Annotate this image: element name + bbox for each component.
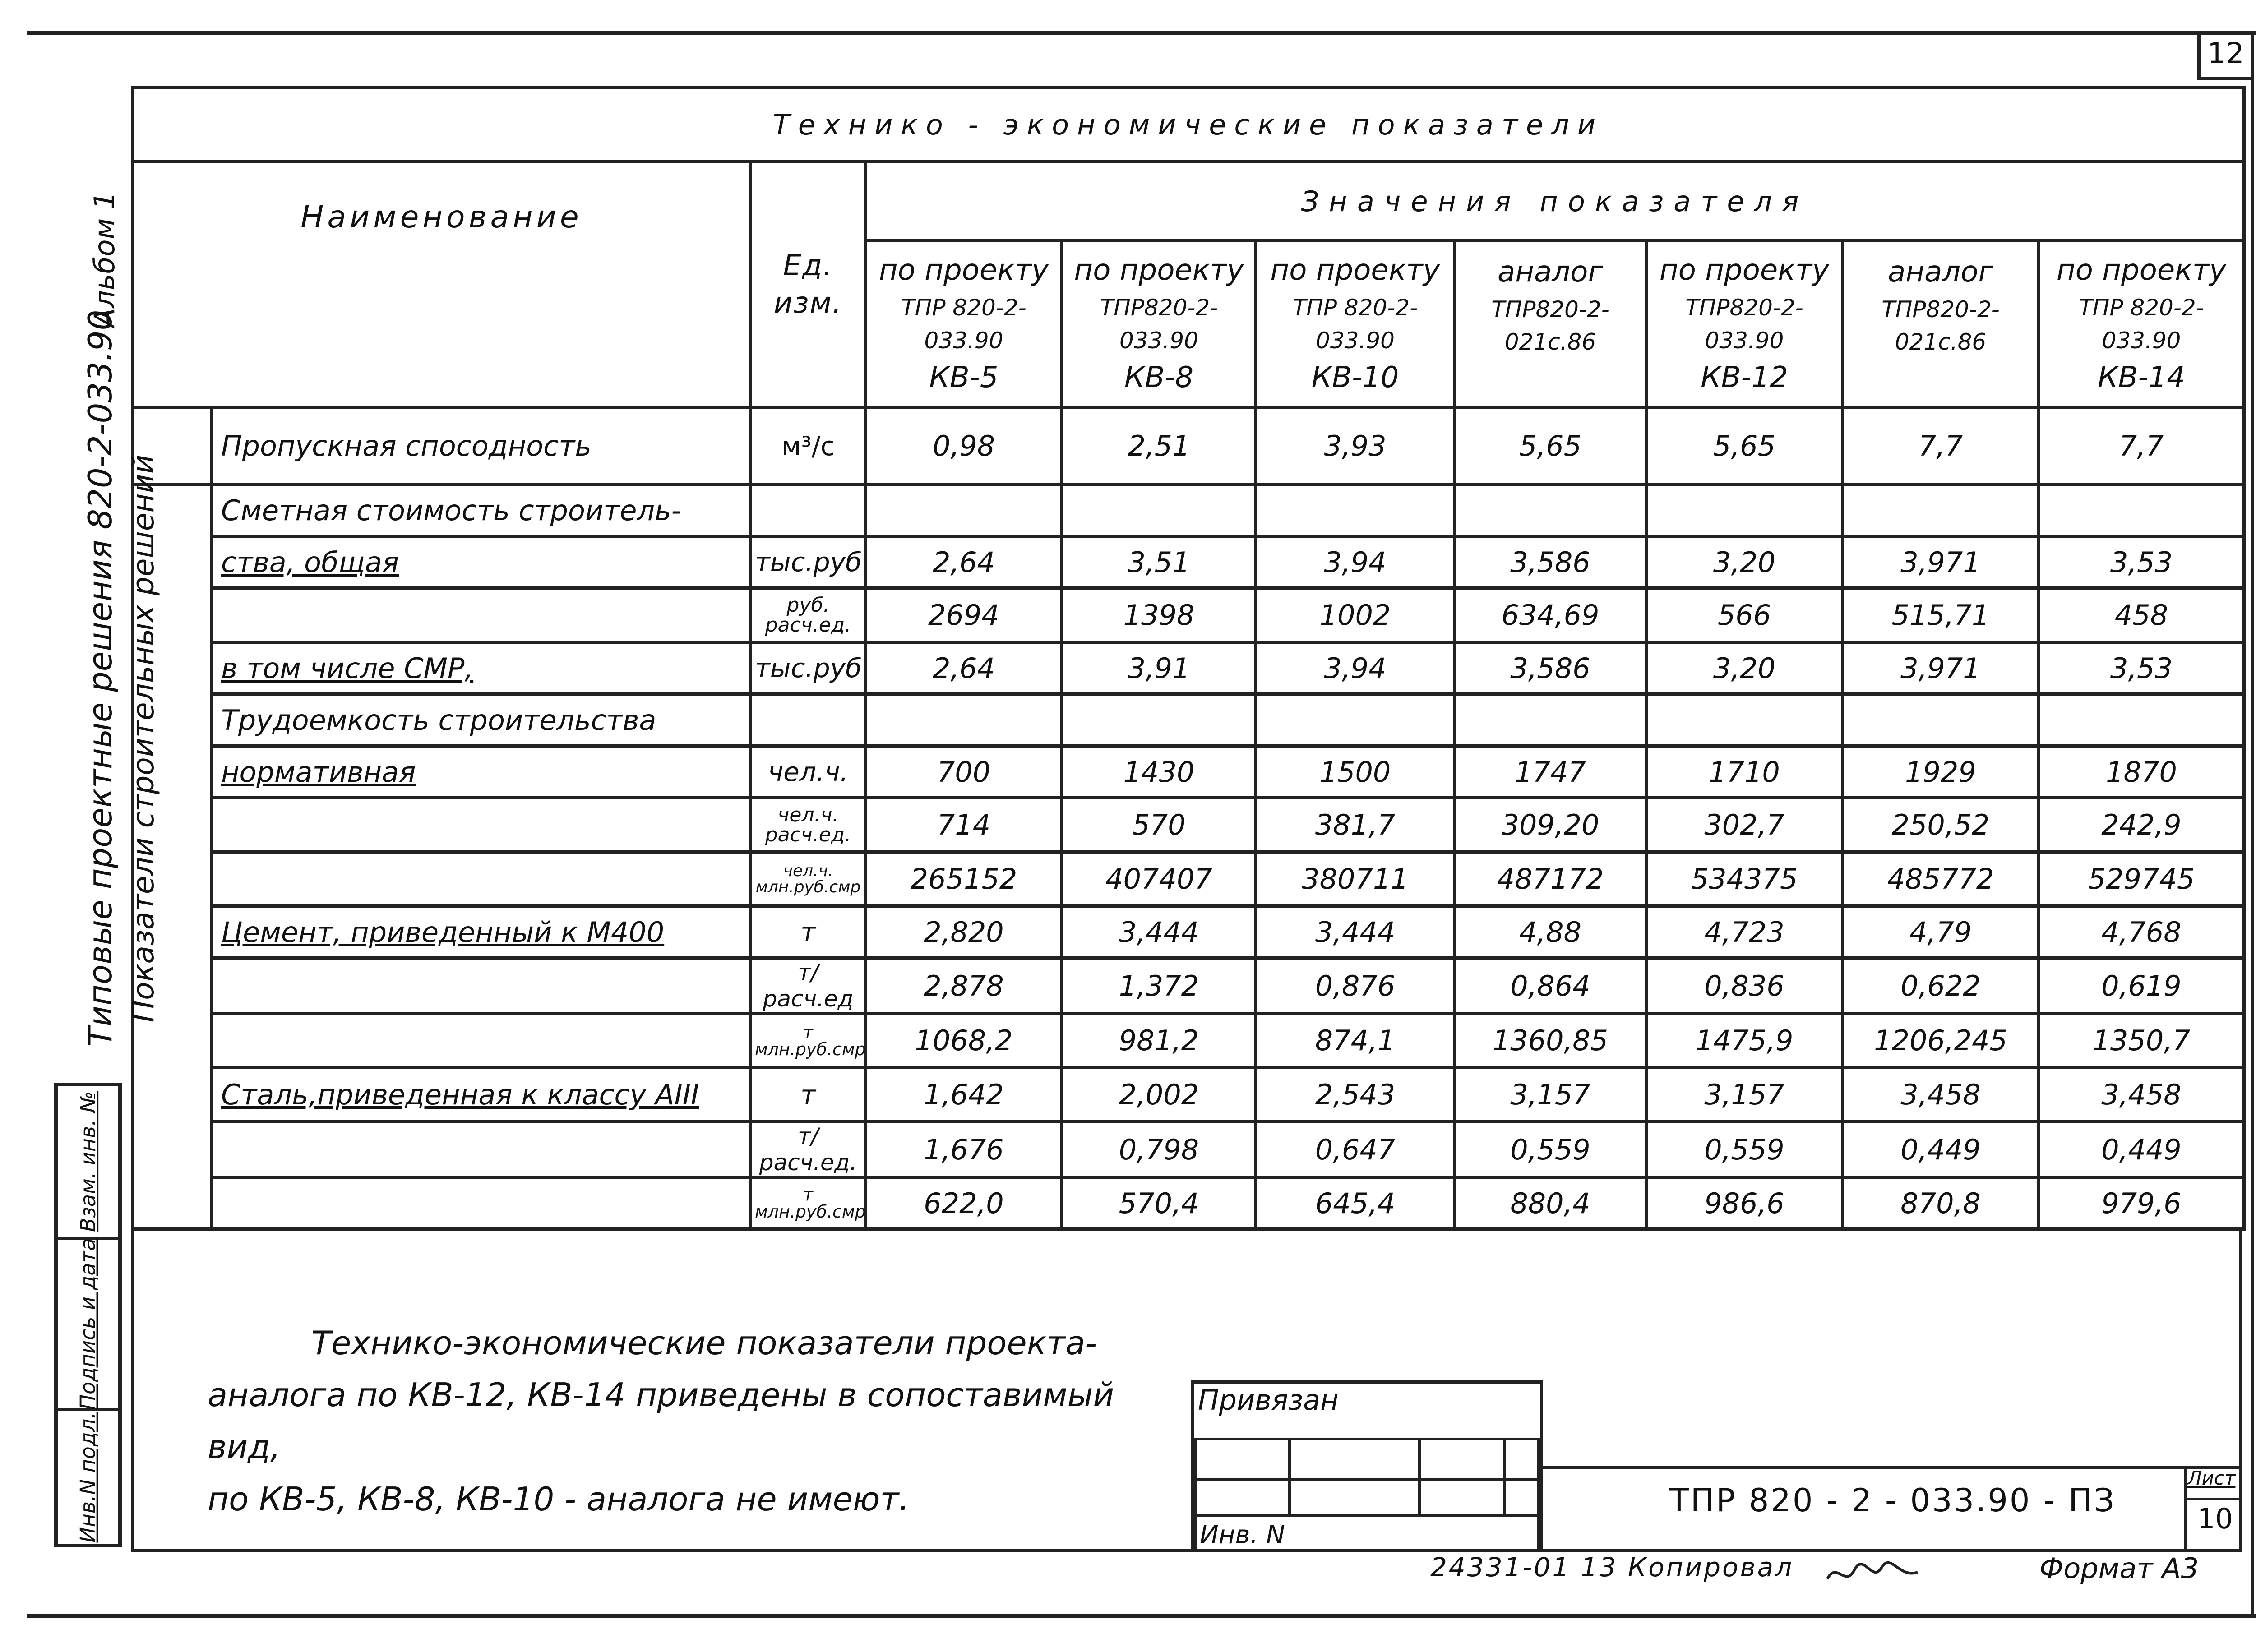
document-code: ТПР 820 - 2 - 033.90 - ПЗ (1669, 1482, 2116, 1519)
row-name-text: в том числе СМР, (221, 651, 474, 685)
approval-strip (54, 1083, 122, 1547)
podpis-cell (58, 1240, 118, 1411)
vzam-label: Взам. инв. № (76, 1091, 101, 1232)
row-unit: т/расч.ед (751, 958, 866, 1014)
row-name (212, 746, 751, 798)
value-cell: 0,98 (866, 408, 1062, 485)
value-cell (2039, 485, 2244, 536)
row-unit: т (751, 1068, 866, 1122)
note (208, 1317, 1155, 1525)
value-cell: 570,4 (1062, 1177, 1256, 1229)
value-cell: 0,647 (1256, 1122, 1455, 1177)
sheet-box-divider (2184, 1498, 2242, 1500)
row-name: Пропускная спосодность (212, 408, 751, 485)
value-cell: 5,65 (1455, 408, 1646, 485)
value-cell: 2694 (866, 588, 1062, 642)
table-row (133, 746, 2244, 798)
value-cell: 3,444 (1256, 906, 1455, 958)
group-label: Показатели строительных решений (126, 454, 161, 1023)
value-cell: 3,157 (1646, 1068, 1843, 1122)
table-row (133, 1122, 2244, 1177)
row-unit: чел.ч. млн.руб.смр (751, 852, 866, 906)
value-cell: 242,9 (2039, 798, 2244, 852)
row-name (212, 1068, 751, 1122)
table-row (133, 536, 2244, 588)
value-cell: 0,798 (1062, 1122, 1256, 1177)
value-cell: 3,53 (2039, 642, 2244, 694)
note-line-3: по КВ-5, КВ-8, КВ-10 - аналога не имеют. (208, 1480, 910, 1518)
col-header-6-l2: ТПР820-2-021с.86 (1882, 296, 2000, 355)
value-cell: 700 (866, 746, 1062, 798)
value-cell: 979,6 (2039, 1177, 2244, 1229)
value-cell: 3,53 (2039, 536, 2244, 588)
value-cell: 1747 (1455, 746, 1646, 798)
row-unit (751, 485, 866, 536)
value-cell: 485772 (1843, 852, 2039, 906)
table-row (133, 588, 2244, 642)
col-header-6 (1843, 241, 2039, 408)
value-cell: 3,586 (1455, 536, 1646, 588)
value-cell: 302,7 (1646, 798, 1843, 852)
album-label: Альбом 1 (88, 191, 121, 328)
value-cell: 381,7 (1256, 798, 1455, 852)
col-header-1 (866, 241, 1062, 408)
value-cell: 3,971 (1843, 536, 2039, 588)
value-cell: 2,64 (866, 536, 1062, 588)
value-cell: 5,65 (1646, 408, 1843, 485)
row-name (212, 906, 751, 958)
col-header-4-l1: аналог (1498, 255, 1603, 289)
value-cell: 986,6 (1646, 1177, 1843, 1229)
group-label-cell (126, 454, 212, 1229)
note-line-1: Технико-экономические показатели проекта- (311, 1324, 1097, 1362)
value-cell: 634,69 (1455, 588, 1646, 642)
row-name (212, 1122, 751, 1177)
table-row (133, 798, 2244, 852)
value-cell (1256, 485, 1455, 536)
row-name (212, 588, 751, 642)
value-cell: 3,51 (1062, 536, 1256, 588)
row-name (212, 1177, 751, 1229)
value-cell: 380711 (1256, 852, 1455, 906)
value-cell: 2,543 (1256, 1068, 1455, 1122)
col-header-1-l3: КВ-5 (929, 361, 999, 394)
value-cell: 0,619 (2039, 958, 2244, 1014)
value-cell: 3,586 (1455, 642, 1646, 694)
row-unit: тыс.руб (751, 642, 866, 694)
frame-bottom-line (27, 1614, 2256, 1618)
table-row (133, 1177, 2244, 1229)
value-cell (1062, 694, 1256, 746)
value-cell: 0,449 (1843, 1122, 2039, 1177)
value-cell: 0,836 (1646, 958, 1843, 1014)
row-name: Трудоемкость строительства (212, 694, 751, 746)
table-row (133, 694, 2244, 746)
value-cell: 1350,7 (2039, 1014, 2244, 1068)
value-cell: 250,52 (1843, 798, 2039, 852)
value-cell (866, 485, 1062, 536)
value-cell (1455, 485, 1646, 536)
value-cell: 515,71 (1843, 588, 2039, 642)
value-cell: 2,878 (866, 958, 1062, 1014)
value-cell: 1500 (1256, 746, 1455, 798)
col-header-3 (1256, 241, 1455, 408)
value-cell: 529745 (2039, 852, 2244, 906)
table-row (133, 642, 2244, 694)
row-unit: тыс.руб (751, 536, 866, 588)
value-cell: 880,4 (1455, 1177, 1646, 1229)
row-name (212, 798, 751, 852)
value-cell: 622,0 (866, 1177, 1062, 1229)
copy-info: 24331-01 13 Копировал (1430, 1552, 1794, 1583)
value-cell: 407407 (1062, 852, 1256, 906)
row-name (212, 958, 751, 1014)
value-cell (866, 694, 1062, 746)
series-label: Типовые проектные решения 820-2-033.90 (81, 309, 119, 1047)
value-cell: 870,8 (1843, 1177, 2039, 1229)
stamp-grid (1194, 1438, 1540, 1552)
col-header-2-l3: КВ-8 (1124, 361, 1194, 394)
value-cell: 0,559 (1455, 1122, 1646, 1177)
value-cell: 487172 (1455, 852, 1646, 906)
value-cell: 1,642 (866, 1068, 1062, 1122)
value-cell: 0,876 (1256, 958, 1455, 1014)
col-header-1-l1: по проекту (878, 254, 1049, 287)
values-header: Значения показателя (866, 162, 2244, 241)
value-cell: 3,91 (1062, 642, 1256, 694)
col-header-6-l1: аналог (1888, 255, 1993, 289)
sheet-label: Лист (2187, 1467, 2236, 1489)
col-header-7-l1: по проекту (2056, 254, 2227, 287)
value-cell: 1,676 (866, 1122, 1062, 1177)
value-cell: 3,94 (1256, 642, 1455, 694)
sheet-number: 12 (2197, 31, 2254, 80)
table-row (133, 958, 2244, 1014)
value-cell: 566 (1646, 588, 1843, 642)
note-line-2: аналога по КВ-12, КВ-14 приведены в сопоставимый вид, (208, 1376, 1114, 1466)
col-header-7 (2039, 241, 2244, 408)
row-unit: руб. расч.ед. (751, 588, 866, 642)
row-unit: чел.ч. (751, 746, 866, 798)
row-name (212, 536, 751, 588)
col-header-3-l3: КВ-10 (1311, 361, 1399, 394)
row-unit: чел.ч. расч.ед. (751, 798, 866, 852)
value-cell: 3,93 (1256, 408, 1455, 485)
title-row (133, 88, 2244, 162)
value-cell (1646, 485, 1843, 536)
value-cell (2039, 694, 2244, 746)
value-cell: 645,4 (1256, 1177, 1455, 1229)
value-cell: 4,768 (2039, 906, 2244, 958)
value-cell: 1360,85 (1455, 1014, 1646, 1068)
value-cell: 3,444 (1062, 906, 1256, 958)
value-cell: 7,7 (1843, 408, 2039, 485)
value-cell (1256, 694, 1455, 746)
row-unit: т млн.руб.смр (751, 1014, 866, 1068)
value-cell: 3,157 (1455, 1068, 1646, 1122)
value-cell: 1002 (1256, 588, 1455, 642)
value-cell: 1475,9 (1646, 1014, 1843, 1068)
table-row (133, 1014, 2244, 1068)
value-cell: 1,372 (1062, 958, 1256, 1014)
header-row-1 (133, 162, 2244, 241)
row-name-text: Сталь,приведенная к классу АIII (221, 1078, 699, 1111)
value-cell (1062, 485, 1256, 536)
value-cell (1843, 485, 2039, 536)
inv-podl-label: Инв.N подл. (76, 1412, 101, 1543)
row-unit: т млн.руб.смр (751, 1177, 866, 1229)
value-cell: 4,723 (1646, 906, 1843, 958)
col-header-2 (1062, 241, 1256, 408)
table-row (133, 1068, 2244, 1122)
indicators-table (126, 86, 2246, 1231)
value-cell: 2,002 (1062, 1068, 1256, 1122)
value-cell: 1710 (1646, 746, 1843, 798)
frame-right-line (2251, 31, 2254, 1618)
value-cell (1646, 694, 1843, 746)
table-row (133, 485, 2244, 536)
value-cell: 874,1 (1256, 1014, 1455, 1068)
col-header-5-l3: КВ-12 (1701, 361, 1788, 394)
col-header-4-l2: ТПР820-2-021с.86 (1491, 296, 1609, 355)
value-cell: 1870 (2039, 746, 2244, 798)
value-cell: 4,79 (1843, 906, 2039, 958)
value-cell: 0,864 (1455, 958, 1646, 1014)
value-cell: 0,449 (2039, 1122, 2244, 1177)
row-unit: т (751, 906, 866, 958)
value-cell: 570 (1062, 798, 1256, 852)
row-name: Сметная стоимость строитель- (212, 485, 751, 536)
value-cell: 3,20 (1646, 642, 1843, 694)
col-header-5-l1: по проекту (1659, 254, 1830, 287)
value-cell: 3,458 (1843, 1068, 2039, 1122)
col-header-7-l2: ТПР 820-2-033.90 (2079, 295, 2204, 354)
value-cell: 3,20 (1646, 536, 1843, 588)
table-row (133, 852, 2244, 906)
col-header-2-l2: ТПР820-2-033.90 (1100, 295, 1218, 354)
col-unit-header: Ед. изм. (751, 162, 866, 408)
value-cell: 981,2 (1062, 1014, 1256, 1068)
col-header-1-l2: ТПР 820-2-033.90 (901, 295, 1026, 354)
value-cell: 2,820 (866, 906, 1062, 958)
format-label: Формат А3 (2039, 1552, 2199, 1585)
value-cell: 458 (2039, 588, 2244, 642)
value-cell: 4,88 (1455, 906, 1646, 958)
col-header-2-l1: по проекту (1074, 254, 1244, 287)
privyazan-label: Привязан (1198, 1384, 1339, 1417)
row-name-text: ства, общая (221, 545, 399, 579)
row-name (212, 1014, 751, 1068)
row-unit (751, 694, 866, 746)
value-cell: 534375 (1646, 852, 1843, 906)
row-name (212, 852, 751, 906)
value-cell: 7,7 (2039, 408, 2244, 485)
value-cell: 1206,245 (1843, 1014, 2039, 1068)
col-header-5 (1646, 241, 1843, 408)
value-cell: 3,458 (2039, 1068, 2244, 1122)
row-name (212, 642, 751, 694)
inv-podl-cell (58, 1411, 118, 1544)
binding-stamp (1191, 1380, 1543, 1552)
vzam-cell (58, 1086, 118, 1240)
value-cell: 3,971 (1843, 642, 2039, 694)
row-unit: м³/с (751, 408, 866, 485)
col-header-7-l3: КВ-14 (2098, 361, 2185, 394)
value-cell: 3,94 (1256, 536, 1455, 588)
value-cell (1843, 694, 2039, 746)
col-header-5-l2: ТПР820-2-033.90 (1685, 295, 1803, 354)
value-cell (1455, 694, 1646, 746)
inv-label: Инв. N (1200, 1520, 1285, 1550)
value-cell: 714 (866, 798, 1062, 852)
col-name-header: Наименование (133, 162, 751, 408)
table-row (133, 408, 2244, 485)
value-cell: 0,559 (1646, 1122, 1843, 1177)
value-cell: 0,622 (1843, 958, 2039, 1014)
value-cell: 1430 (1062, 746, 1256, 798)
col-header-3-l2: ТПР 820-2-033.90 (1292, 295, 1418, 354)
signature-icon (1823, 1552, 1922, 1592)
sheet-page-number: 10 (2197, 1502, 2233, 1535)
value-cell: 2,64 (866, 642, 1062, 694)
row-unit: т/расч.ед. (751, 1122, 866, 1177)
frame-top-line (27, 31, 2256, 35)
value-cell: 1398 (1062, 588, 1256, 642)
value-cell: 2,51 (1062, 408, 1256, 485)
col-header-3-l1: по проекту (1270, 254, 1440, 287)
row-name-text: Цемент, приведенный к М400 (221, 915, 665, 949)
row-name-text: нормативная (221, 755, 416, 789)
podpis-label: Подпись и дата (76, 1238, 100, 1410)
table-row (133, 906, 2244, 958)
table-title: Технико - экономические показатели (133, 88, 2244, 162)
value-cell: 309,20 (1455, 798, 1646, 852)
value-cell: 265152 (866, 852, 1062, 906)
value-cell: 1929 (1843, 746, 2039, 798)
col-header-4 (1455, 241, 1646, 408)
value-cell: 1068,2 (866, 1014, 1062, 1068)
